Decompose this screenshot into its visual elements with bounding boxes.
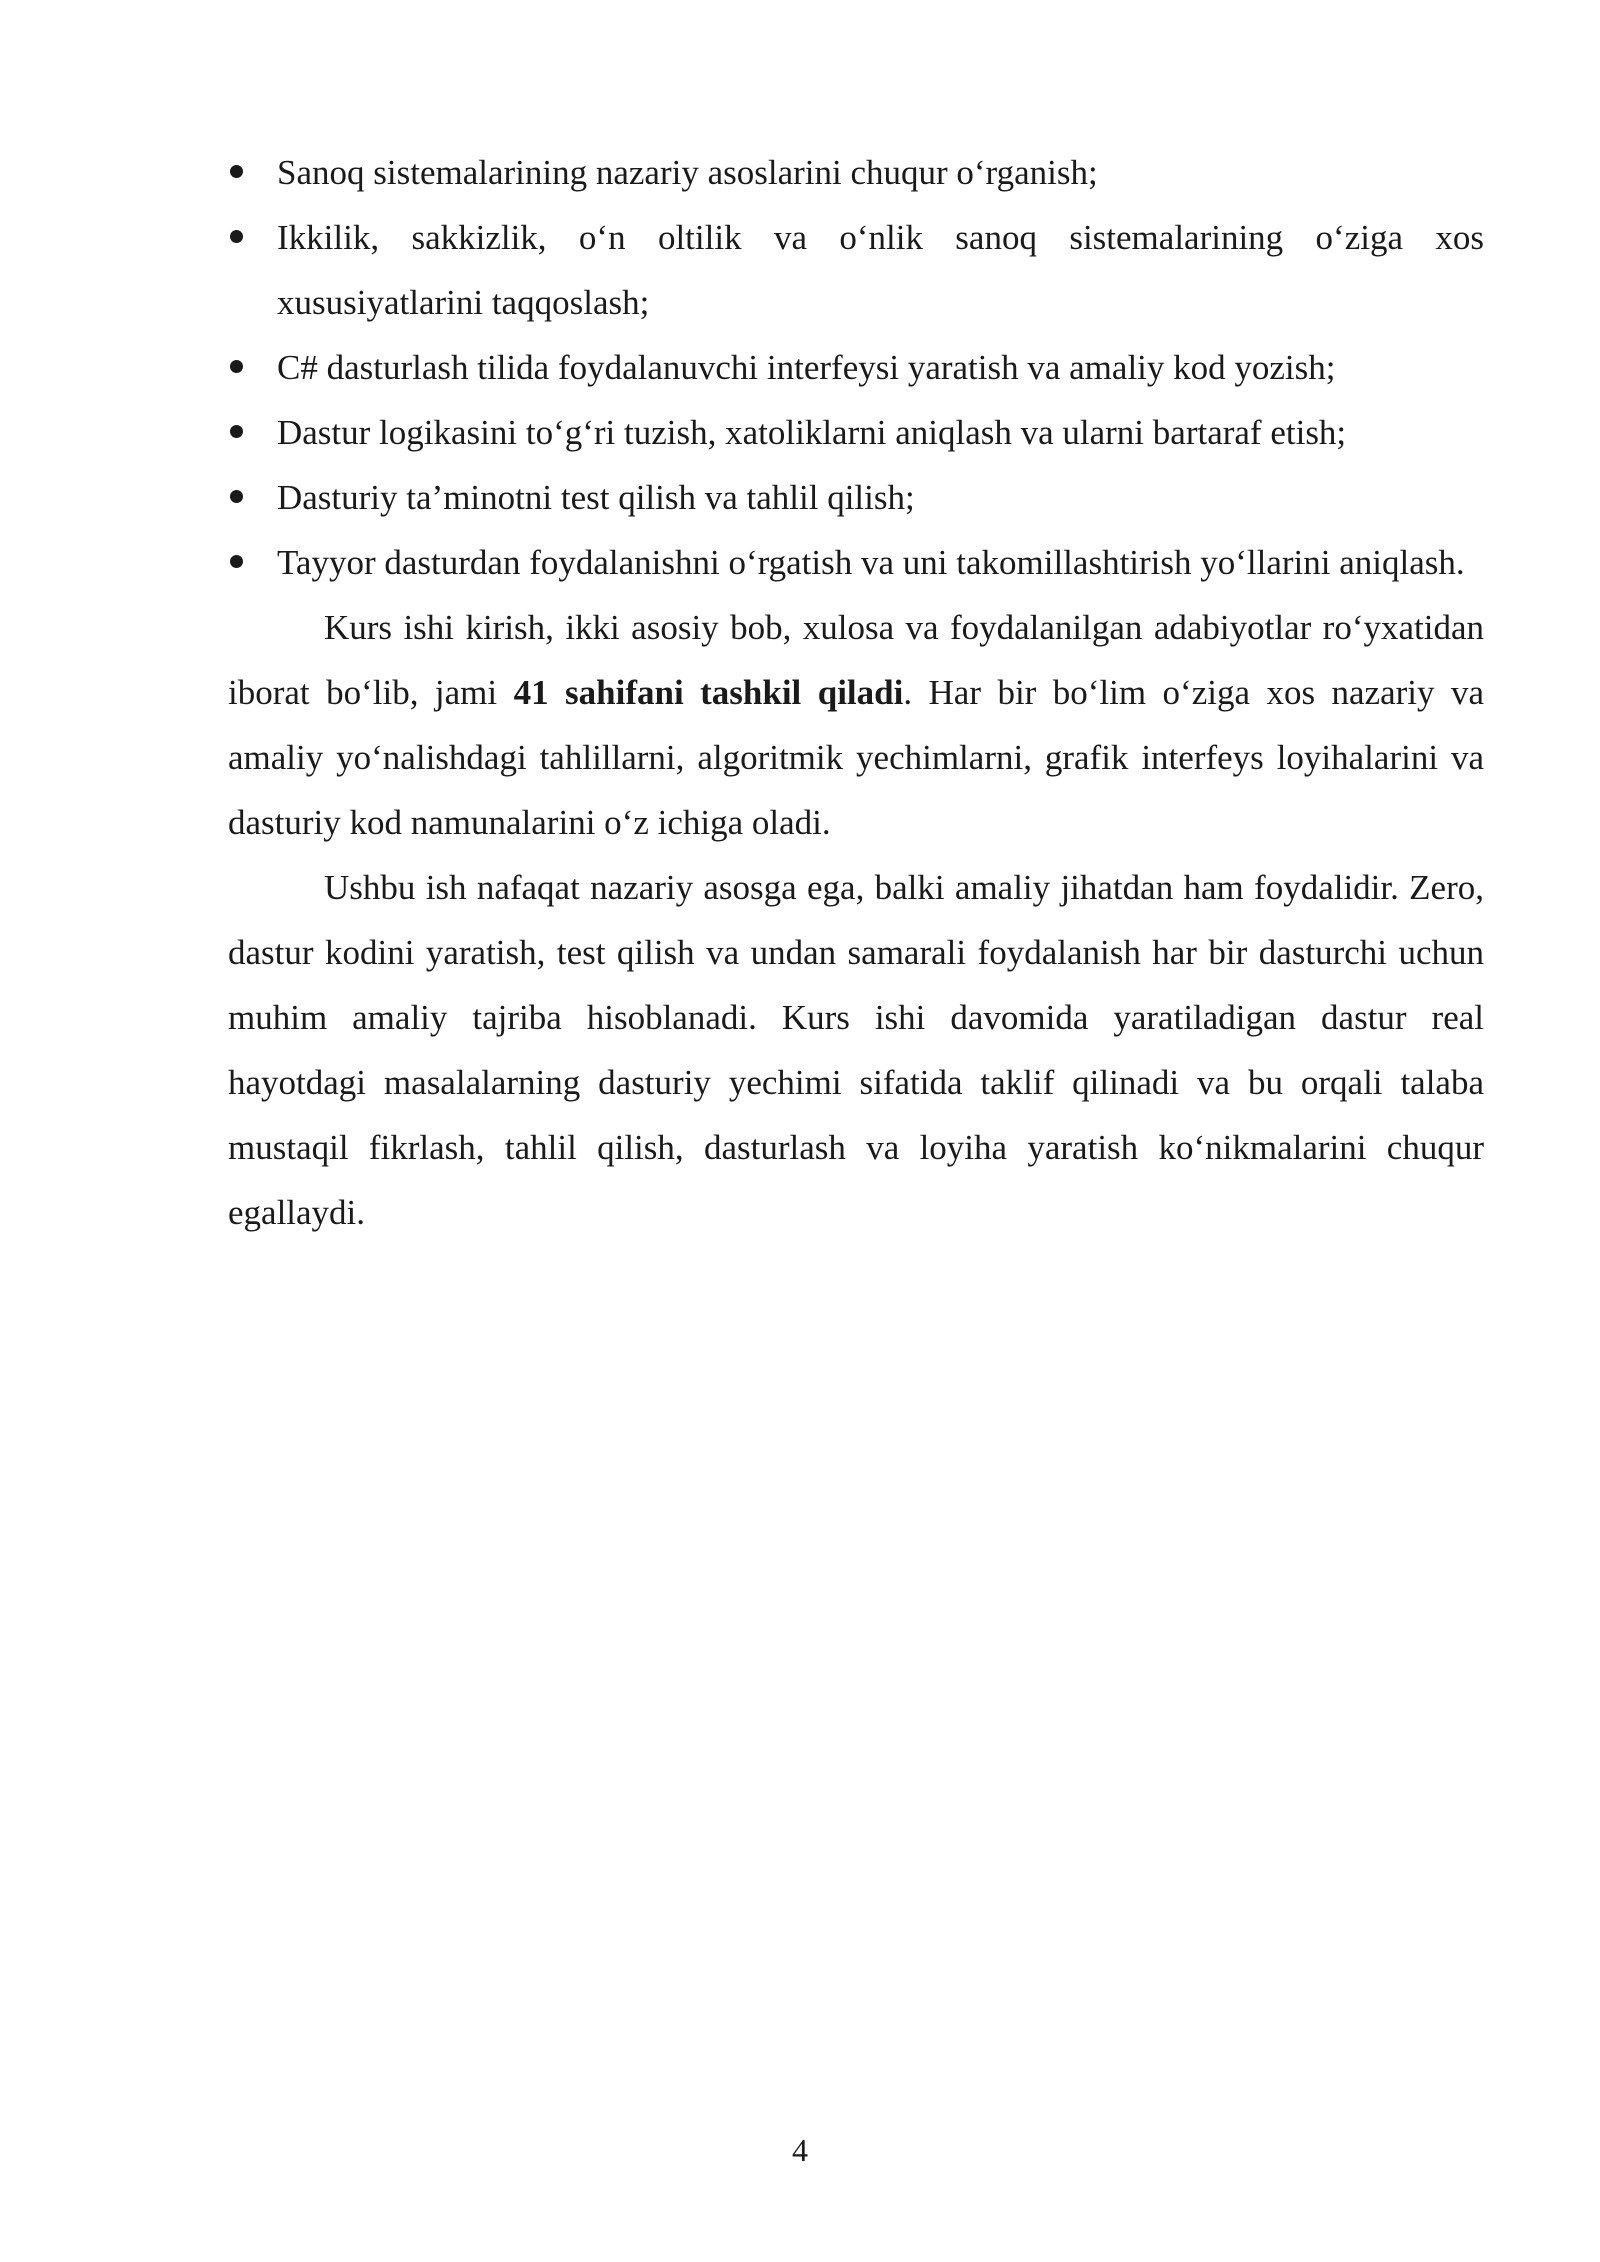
page-number: 4 (792, 2132, 808, 2168)
paragraph-text: . Har bir bo‘lim o‘ziga xos nazariy va amaliy yo‘nalishdagi tahlillarni, algoritmik yechimlarni, grafik interfeys loyihalarini va dasturiy kod namunalarini o‘z ichiga oladi. (228, 673, 1484, 842)
bullet-icon (230, 490, 243, 503)
significance-paragraph: Ushbu ish nafaqat nazariy asosga ega, balki amaliy jihatdan ham foydalidir. Zero, dastur kodini yaratish, test qilish va undan samarali foydalanish har bir dasturchi uchun muhim amaliy tajriba hisoblanadi. Kurs ishi davomida yaratiladigan dastur real hayotdagi masalalarning dasturiy yechimi sifatida taklif qilinadi va bu orqali talaba mustaqil fikrlash, tahlil qilish, dasturlash va loyiha yaratish ko‘nikmalarini chuqur egallaydi. (228, 868, 1484, 1232)
list-item-text: Sanoq sistemalarining nazariy asoslarini chuqur o‘rganish; (277, 153, 1098, 192)
bullet-icon (230, 230, 243, 243)
list-item-text: Dasturiy ta’minotni test qilish va tahlil qilish; (277, 478, 915, 517)
list-item (228, 530, 1484, 595)
list-item-text: Tayyor dasturdan foydalanishni o‘rgatish va uni takomillashtirish yo‘llarini aniqlash. (277, 543, 1465, 582)
list-item (228, 205, 1484, 335)
list-item (228, 400, 1484, 465)
bullet-icon (230, 165, 243, 178)
bullet-icon (230, 360, 243, 373)
page-body (228, 140, 1484, 1245)
list-item (228, 140, 1484, 205)
paragraph-text: Kurs ishi kirish, ikki asosiy bob, xulosa va foydalanilgan adabiyotlar ro‘yxatidan iborat bo‘lib, jami (228, 608, 1484, 712)
bullet-icon (230, 555, 243, 568)
list-item (228, 465, 1484, 530)
structure-paragraph (228, 595, 1484, 855)
list-item-text: C# dasturlash tilida foydalanuvchi interfeysi yaratish va amaliy kod yozish; (277, 348, 1336, 387)
list-item-text: Ikkilik, sakkizlik, o‘n oltilik va o‘nlik sanoq sistemalarining o‘ziga xos xususiyatlarini taqqoslash; (277, 218, 1484, 322)
page-count-highlight: 41 sahifani tashkil qiladi (513, 673, 904, 712)
bullet-icon (230, 425, 243, 438)
list-item-text: Dastur logikasini to‘g‘ri tuzish, xatoliklarni aniqlash va ularni bartaraf etish; (277, 413, 1347, 452)
list-item (228, 335, 1484, 400)
goals-list (228, 140, 1484, 595)
